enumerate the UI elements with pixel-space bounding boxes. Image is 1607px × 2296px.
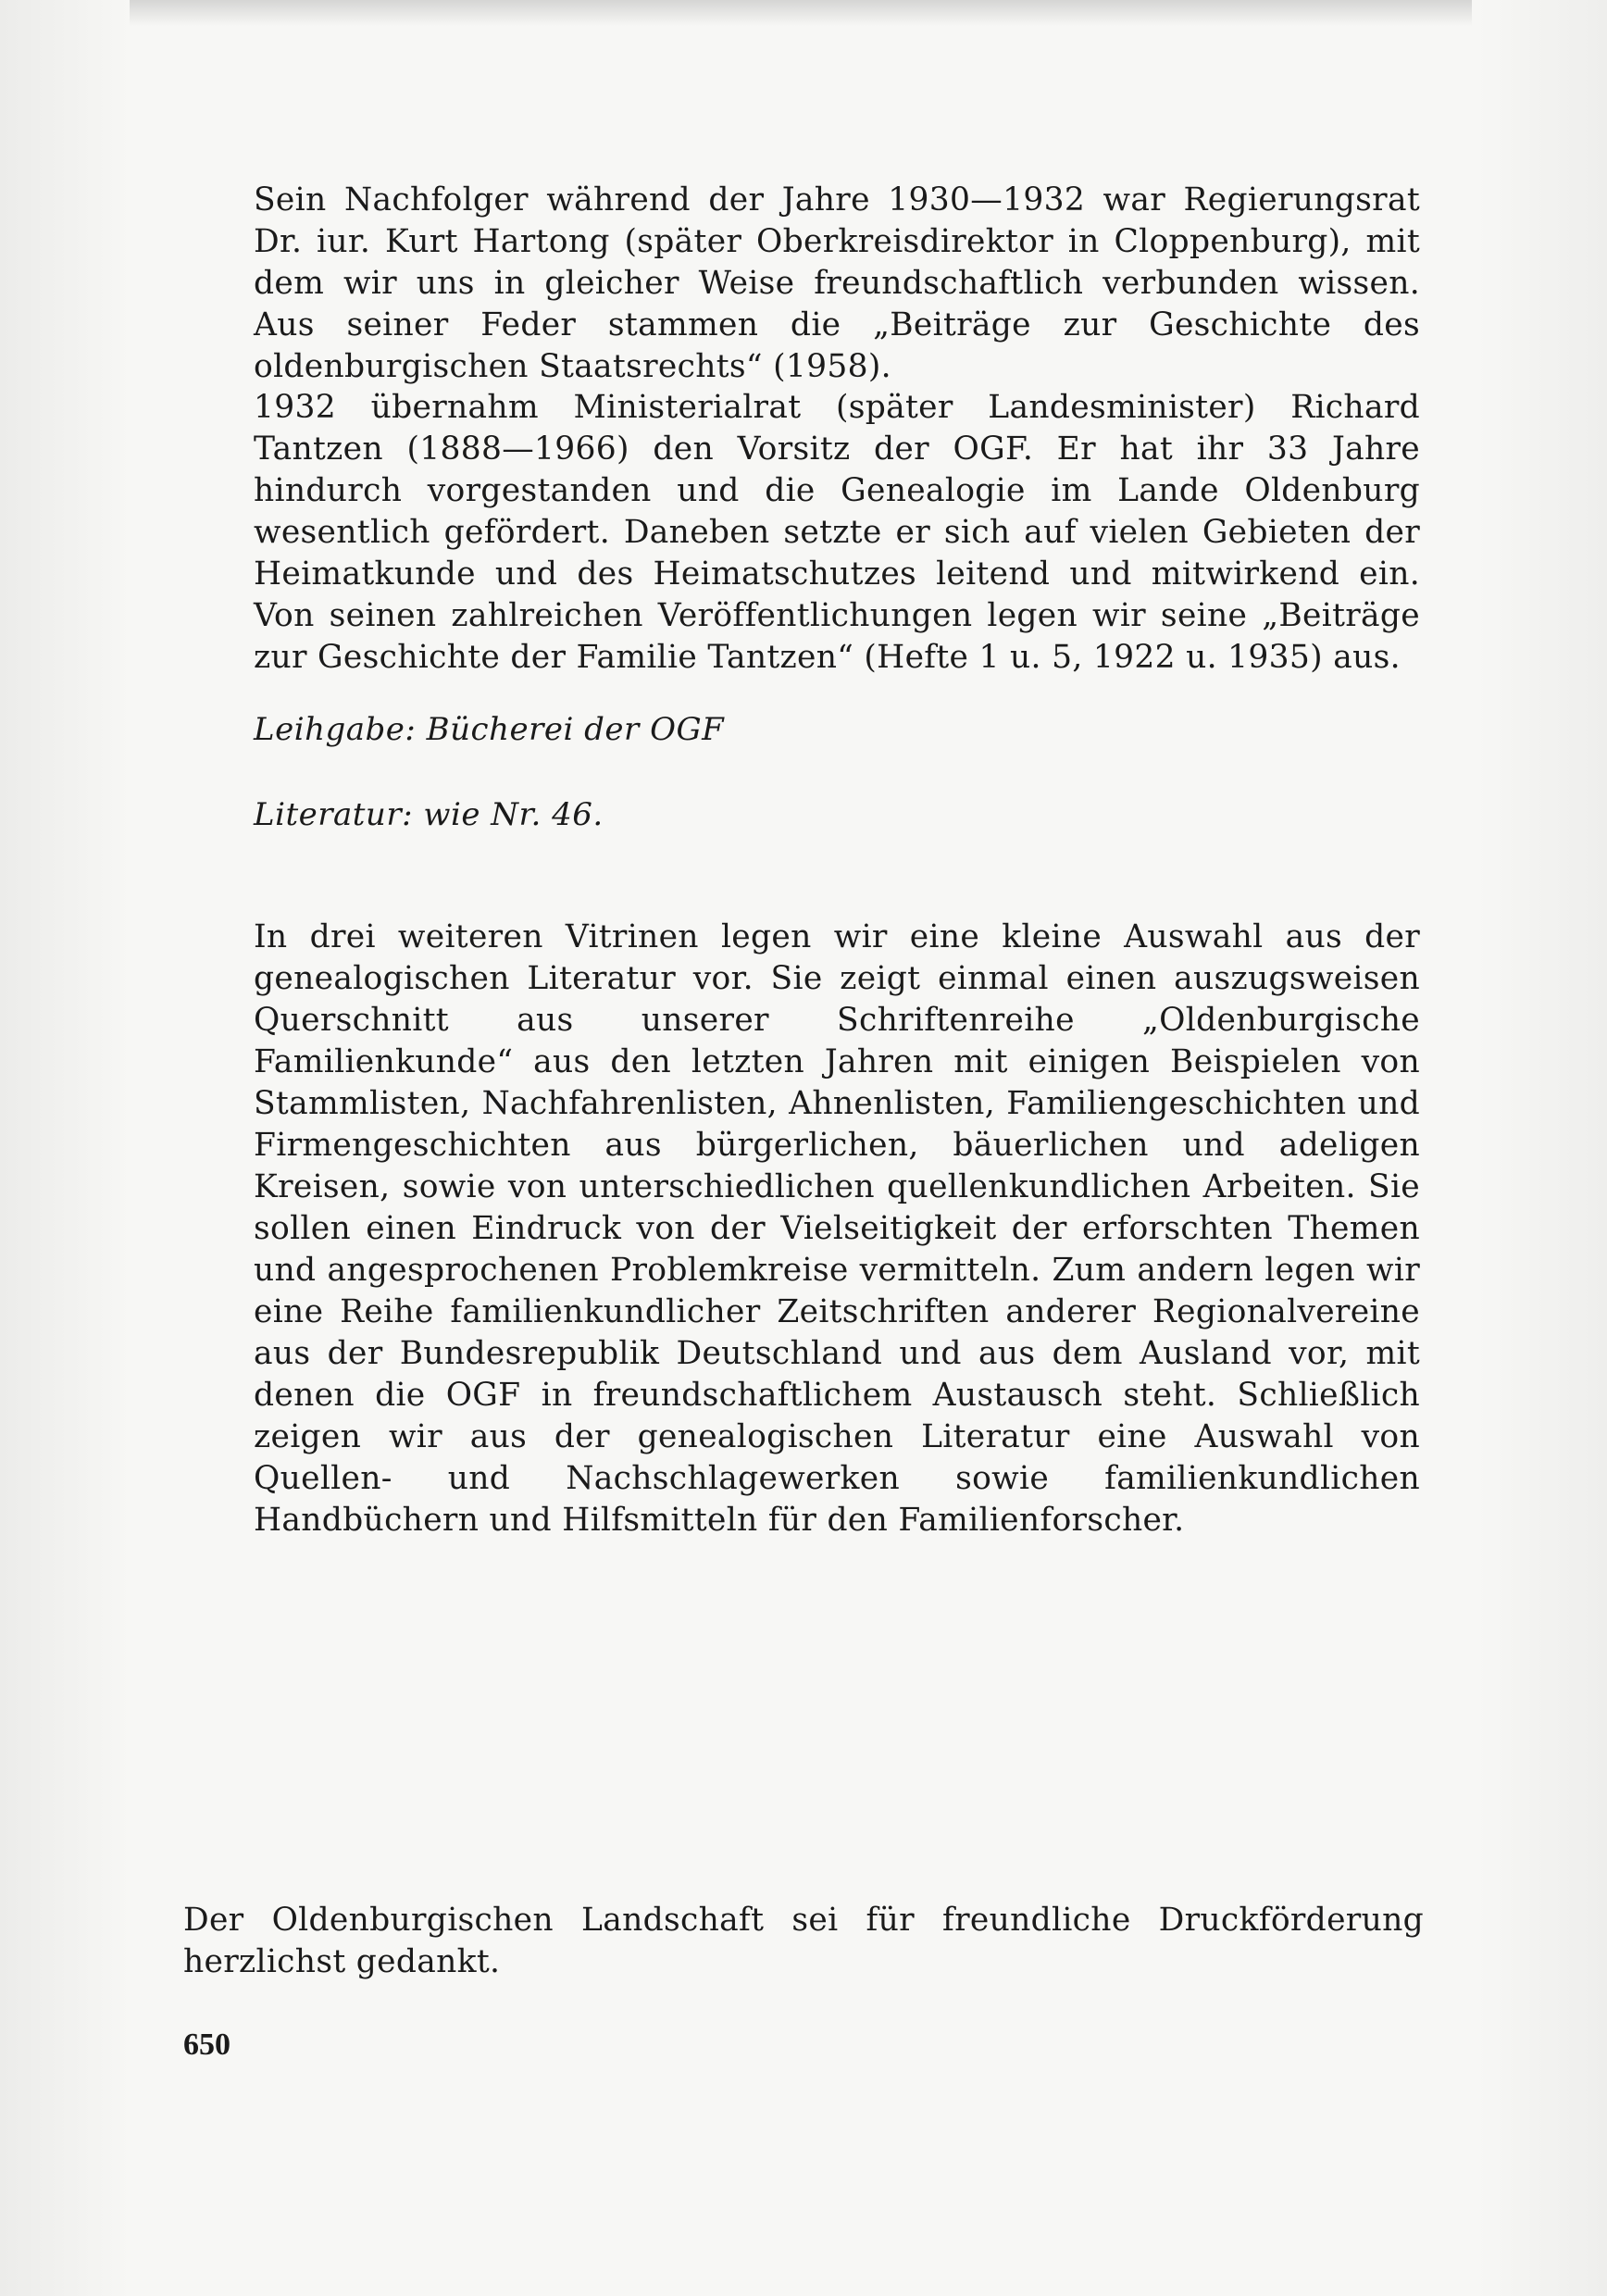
paragraph-text: Sein Nachfolger während der Jahre 1930—1932 war Regierungsrat Dr. iur. Kurt Hartong (später Oberkreisdirektor in Cloppenburg), mit dem wir uns in gleicher Weise freundschaftlich verbunden wissen. Aus seiner Feder stammen die „Beiträge zur Geschichte des oldenburgischen Staatsrechts“ (1958). (254, 181, 1420, 385)
acknowledgement-text: Der Oldenburgischen Landschaft sei für freundliche Druckförderung herzlichst gedankt. (183, 1902, 1424, 1980)
paragraph-text: 1932 übernahm Ministerialrat (später Landesminister) Richard Tantzen (1888—1966) den Vorsitz der OGF. Er hat ihr 33 Jahre hindurch vorgestanden und die Genealogie im Lande Oldenburg wesentlich gefördert. Daneben setzte er sich auf vielen Gebieten der Heimatkunde und des Heimatschutzes leitend und mitwirkend ein. Von seinen zahlreichen Veröffentlichungen legen wir seine „Beiträge zur Geschichte der Familie Tantzen“ (Hefte 1 u. 5, 1922 u. 1935) aus. (254, 389, 1420, 676)
acknowledgement (183, 1900, 1424, 1983)
paragraph-hartong (254, 180, 1420, 388)
paragraph-vitrinen (254, 917, 1420, 1541)
page-number: 650 (183, 2028, 230, 2062)
note-leihgabe: Leihgabe: Bücherei der OGF (254, 711, 725, 748)
note-literatur: Literatur: wie Nr. 46. (254, 796, 604, 833)
paragraph-tantzen (254, 387, 1420, 679)
paragraph-text: In drei weiteren Vitrinen legen wir eine kleine Auswahl aus der genealogischen Literatur vor. Sie zeigt einmal einen auszugsweisen Querschnitt aus unserer Schriftenreihe „Oldenburgische Familienkunde“ aus den letzten Jahren mit einigen Beispielen von Stammlisten, Nachfahrenlisten, Ahnenlisten, Familiengeschichten und Firmengeschichten aus bürgerlichen, bäuerlichen und adeligen Kreisen, sowie von unterschiedlichen quellenkundlichen Arbeiten. Sie sollen einen Eindruck von der Vielseitigkeit der erforschten Themen und angesprochenen Problemkreise vermitteln. Zum andern legen wir eine Reihe familienkundlicher Zeitschriften anderer Regionalvereine aus der Bundesrepublik Deutschland und aus dem Ausland vor, mit denen die OGF in freundschaftlichem Austausch steht. Schließlich zeigen wir aus der genealogischen Literatur eine Auswahl von Quellen- und Nachschlagewerken sowie familienkundlichen Handbüchern und Hilfsmitteln für den Familienforscher. (254, 918, 1420, 1539)
